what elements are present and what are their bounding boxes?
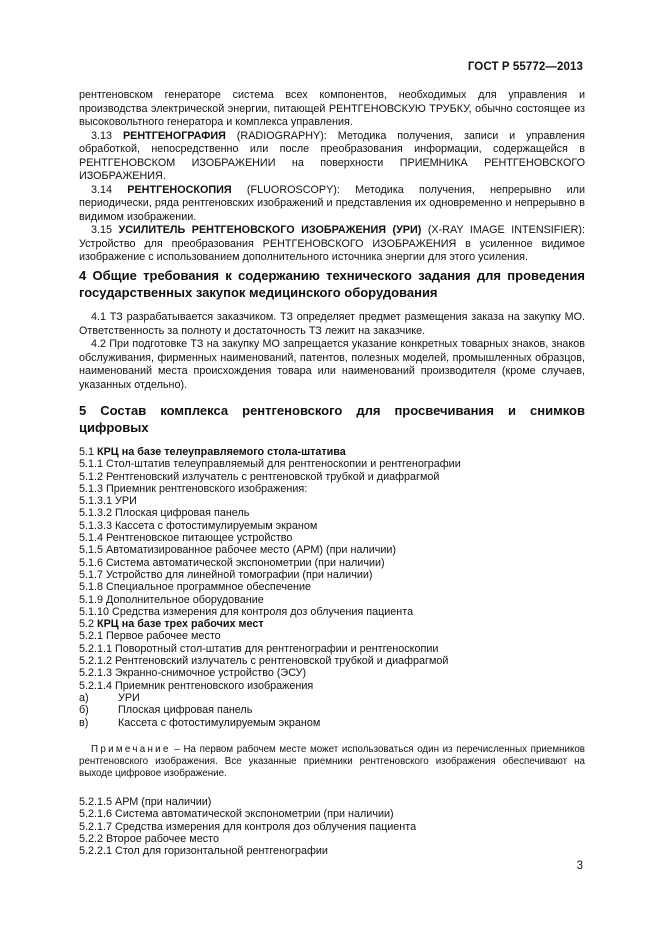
section-5 — [79, 402, 585, 436]
note-label: Примечание — [91, 744, 171, 755]
sub-list-marker: б) — [79, 704, 89, 717]
definition-3-15 — [79, 224, 585, 265]
sub-list-text: Плоская цифровая панель — [118, 704, 253, 717]
definition-term: РЕНТГЕНОСКОПИЯ — [127, 183, 232, 196]
sub-list-marker: в) — [79, 716, 89, 729]
list-item: 5.2.1 Первое рабочее место — [79, 630, 221, 643]
list-item: 5.1.9 Дополнительное оборудование — [79, 593, 264, 606]
list-item: 5.2.1.1 Поворотный стол-штатив для рентгенографии и рентгеноскопии — [79, 642, 439, 655]
list-item: 5.1.3.2 Плоская цифровая панель — [79, 507, 250, 520]
sub-list-item — [79, 692, 585, 704]
definition-term: РЕНТГЕНОГРАФИЯ — [122, 129, 226, 142]
paragraph-4-2: 4.2 При подготовке ТЗ на закупку МО запрещается указание конкретных товарных знаков, знаков обслуживания, фирменных наименований, патентов, полезных моделей, промышленных образцов, наименований места происхождения товара или наименований производителя (кроме случаев, указанных отдельно). — [79, 338, 585, 391]
list-item: 5.2.1.3 Экранно-снимочное устройство (ЭСУ) — [79, 667, 307, 680]
section-5-heading: 5 Состав комплекса рентгеновского для просвечивания и снимков цифровых — [79, 403, 585, 435]
definition-number: 3.13 — [91, 129, 123, 142]
sub-list-item — [79, 704, 585, 716]
sub-list-text: Кассета с фотостимулируемым экраном — [118, 716, 321, 729]
list-item: 5.2.1.2 Рентгеновский излучатель с рентгеновской трубкой и диафрагмой — [79, 655, 449, 668]
list-item: 5.1.1 Стол-штатив телеуправляемый для рентгеноскопии и рентгенографии — [79, 458, 461, 471]
definition-text: (X-RAY IMAGE INTENSIFIER): Устройство для преобразования РЕНТГЕНОВСКОГО ИЗОБРАЖЕНИЯ в усиленное видимое изображение с использованием дополнительного источника энергии для этого усиления. — [79, 224, 586, 263]
definition-text: (FLUOROSCOPY): Методика получения, непрерывно или периодически, ряда рентгеновских изображений и представления их одновременно и непрерывно в видимом изображении. — [79, 183, 585, 223]
section-4-heading: 4 Общие требования к содержанию технического задания для проведения государственных закупок медицинского оборудования — [79, 268, 585, 300]
list-item: 5.1.4 Рентгеновское питающее устройство — [79, 532, 293, 545]
sub-list-item — [79, 717, 585, 729]
intro-paragraph: рентгеновском генераторе система всех компонентов, необходимых для управления и производства электрической энергии, питающей РЕНТГЕНОВСКУЮ ТРУБКУ, обычно состоящее из высоковольтного генератора и комплекса управления. — [79, 89, 585, 128]
list-item: 5.1.8 Специальное программное обеспечение — [79, 581, 311, 594]
note-paragraph — [79, 744, 585, 781]
list-item: 5.1.2 Рентгеновский излучатель с рентгеновской трубкой и диафрагмой — [79, 470, 440, 483]
list-item: 5.2.2 Второе рабочее место — [79, 832, 219, 845]
section-5-list-continued — [79, 796, 585, 857]
subsection-5-1-title — [79, 446, 585, 458]
subsection-number: 5.2 — [79, 618, 98, 631]
list-item: 5.1.10 Средства измерения для контроля доз облучения пациента — [79, 605, 414, 618]
section-5-list — [79, 446, 585, 729]
subsection-title: КРЦ на базе трех рабочих мест — [97, 618, 264, 631]
subsection-number: 5.1 — [79, 446, 98, 458]
document-header-id: ГОСТ Р 55772—2013 — [467, 61, 583, 73]
definition-text: (RADIOGRAPHY): Методика получения, записи и управления обработкой, непосредственно или после преобразования информации, содержащейся в РЕНТГЕНОВСКОМ ИЗОБРАЖЕНИИ на поверхности ПРИЕМНИКА РЕНТГЕНОВСКОГО ИЗОБРАЖЕНИЯ. — [79, 129, 585, 182]
definitions-block — [79, 89, 585, 265]
list-item: 5.1.3 Приемник рентгеновского изображения: — [79, 482, 308, 495]
list-item: 5.1.3.1 УРИ — [79, 495, 137, 508]
paragraph-4-1: 4.1 ТЗ разрабатывается заказчиком. ТЗ определяет предмет размещения заказа на закупку МО. Ответственность за полноту и достаточность ТЗ лежит на заказчике. — [79, 311, 585, 337]
note-block — [79, 744, 585, 781]
definition-number: 3.15 — [91, 224, 119, 236]
list-item: 5.2.1.5 АРМ (при наличии) — [79, 796, 212, 808]
definition-3-14 — [79, 184, 585, 225]
sub-list-text: УРИ — [118, 691, 140, 704]
list-item: 5.1.5 Автоматизированное рабочее место (АРМ) (при наличии) — [79, 544, 397, 557]
list-item: 5.1.7 Устройство для линейной томографии (при наличии) — [79, 568, 373, 581]
list-item: 5.2.1.4 Приемник рентгеновского изображения — [79, 679, 314, 692]
section-4-body — [79, 311, 585, 392]
page-number: 3 — [576, 860, 583, 872]
definition-number: 3.14 — [91, 183, 128, 196]
list-item: 5.2.1.7 Средства измерения для контроля доз облучения пациента — [79, 820, 417, 833]
subsection-5-2-title — [79, 618, 585, 630]
note-text: – На первом рабочем месте может использоваться один из перечисленных приемников рентгеновского изображения. Все указанные приемники рентгеновского изображения обеспечивают на выходе цифровое изображение. — [79, 744, 585, 780]
sub-list-marker: а) — [79, 691, 89, 704]
subsection-title: КРЦ на базе телеуправляемого стола-штатива — [97, 446, 346, 458]
list-item: 5.2.1.6 Система автоматической экспонометрии (при наличии) — [79, 808, 394, 821]
list-item: 5.1.3.3 Кассета с фотостимулируемым экраном — [79, 519, 318, 532]
section-4 — [79, 267, 585, 301]
definition-3-13 — [79, 130, 585, 184]
list-item: 5.1.6 Система автоматической экспонометрии (при наличии) — [79, 556, 385, 569]
list-item: 5.2.2.1 Стол для горизонтальной рентгенографии — [79, 845, 328, 858]
definition-term: УСИЛИТЕЛЬ РЕНТГЕНОВСКОГО ИЗОБРАЖЕНИЯ (УРИ) — [118, 224, 422, 236]
